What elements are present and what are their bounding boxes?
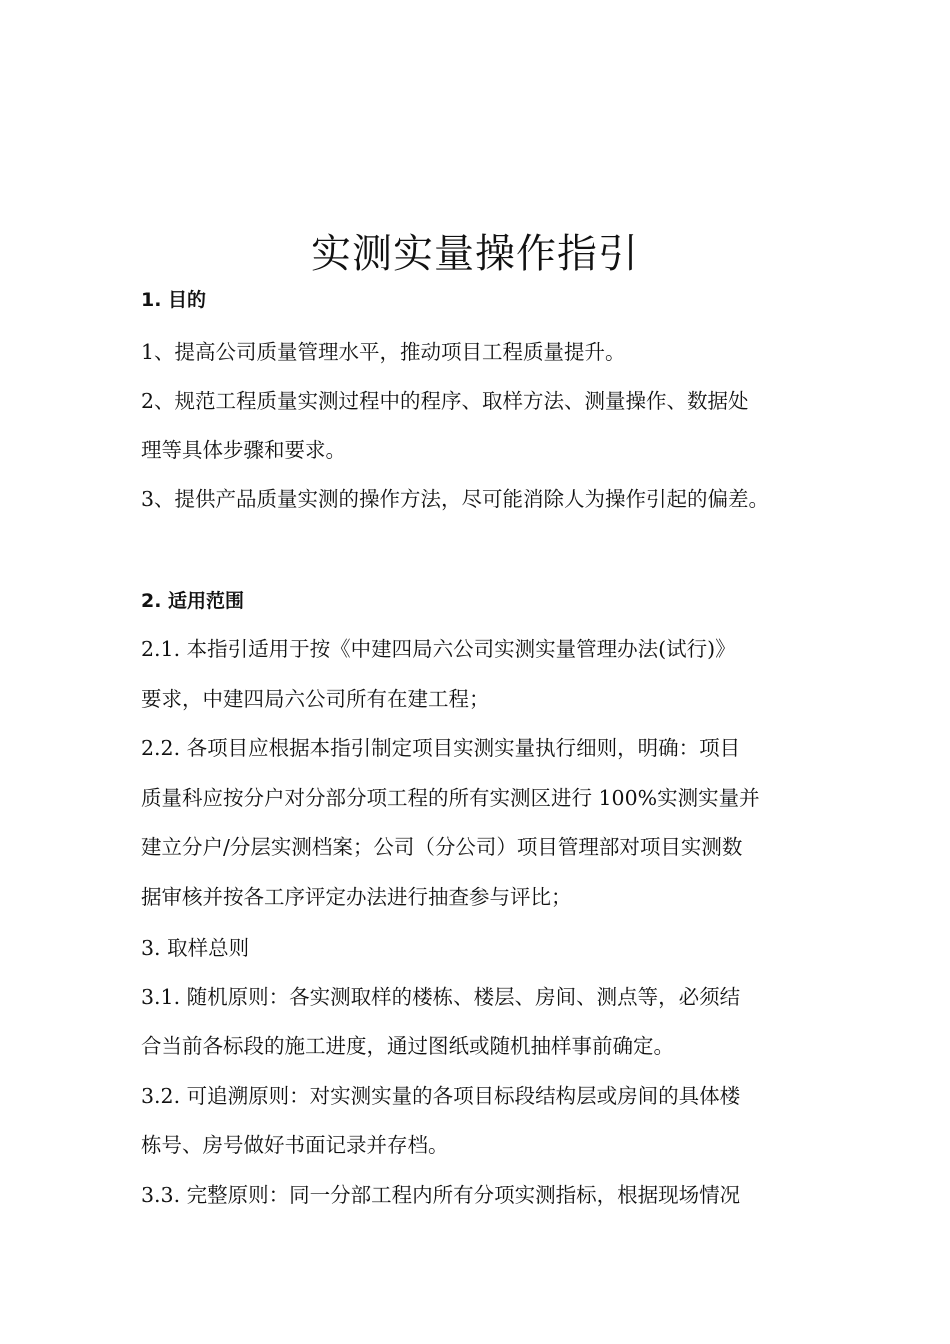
paragraph-line: 3.1. 随机原则：各实测取样的楼栋、楼层、房间、测点等，必须结 — [141, 985, 741, 1009]
section-heading-sampling: 3. 取样总则 — [141, 936, 250, 960]
paragraph-line: 建立分户/分层实测档案；公司（分公司）项目管理部对项目实测数 — [141, 835, 743, 859]
paragraph-line: 1、提高公司质量管理水平，推动项目工程质量提升。 — [141, 340, 626, 364]
paragraph-line: 要求，中建四局六公司所有在建工程； — [141, 687, 490, 711]
paragraph-line: 2.2. 各项目应根据本指引制定项目实测实量执行细则，明确：项目 — [141, 736, 741, 760]
paragraph-line: 合当前各标段的施工进度，通过图纸或随机抽样事前确定。 — [141, 1034, 674, 1058]
document-title: 实测实量操作指引 — [311, 231, 639, 277]
paragraph-line: 2.1. 本指引适用于按《中建四局六公司实测实量管理办法(试行)》 — [141, 637, 736, 661]
paragraph-line: 质量科应按分户对分部分项工程的所有实测区进行 100%实测实量并 — [141, 786, 760, 810]
paragraph-line: 2、规范工程质量实测过程中的程序、取样方法、测量操作、数据处 — [141, 389, 749, 413]
paragraph-line: 栋号、房号做好书面记录并存档。 — [141, 1133, 449, 1157]
paragraph-line: 3.2. 可追溯原则：对实测实量的各项目标段结构层或房间的具体楼 — [141, 1084, 741, 1108]
paragraph-line: 理等具体步骤和要求。 — [141, 438, 346, 462]
section-heading-scope: 2. 适用范围 — [141, 590, 245, 612]
section-heading-purpose: 1. 目的 — [141, 289, 207, 311]
paragraph-line: 3、提供产品质量实测的操作方法，尽可能消除人为操作引起的偏差。 — [141, 487, 770, 511]
paragraph-line: 据审核并按各工序评定办法进行抽查参与评比； — [141, 885, 572, 909]
paragraph-line: 3.3. 完整原则：同一分部工程内所有分项实测指标，根据现场情况 — [141, 1183, 741, 1207]
